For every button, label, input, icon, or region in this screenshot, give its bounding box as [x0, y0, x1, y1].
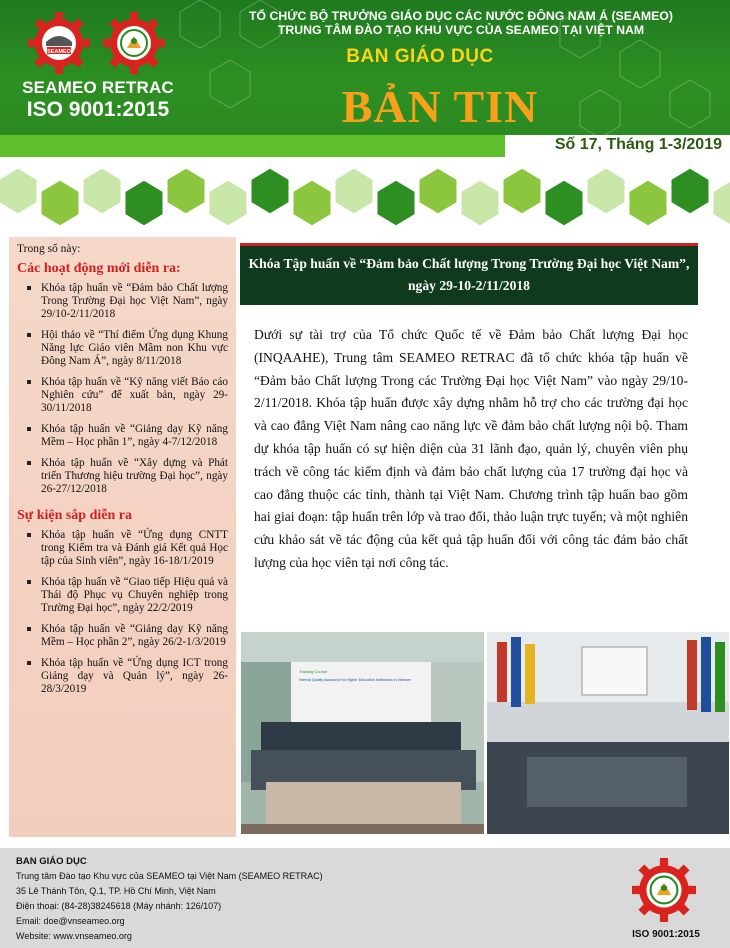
- list-item: Khóa tập huấn về “Ứng dụng CNTT trong Kiểm tra và Đánh giá Kết quả Học tập của Sinh viên”, ngày 16-18/1/2019: [27, 529, 228, 568]
- footer-address: 35 Lê Thánh Tôn, Q.1, TP. Hồ Chí Minh, Việt Nam: [16, 886, 216, 896]
- footer: [0, 848, 730, 948]
- retrac-gear-logo-icon: [632, 858, 696, 922]
- newsletter-title: BẢN TIN: [341, 81, 539, 132]
- list-item: Khóa tập huấn về “Ứng dụng ICT trong Giảng dạy và Quản lý”, ngày 26-28/3/2019: [27, 657, 228, 696]
- issue-bar-accent: [0, 135, 505, 157]
- org-name-line2: TRUNG TÂM ĐÀO TẠO KHU VỰC CỦA SEAMEO TẠI VIỆT NAM: [277, 23, 645, 37]
- list-item: Khóa tập huấn về “Kỹ năng viết Báo cáo Nghiên cứu” để xuất bản, ngày 29-30/11/2018: [27, 376, 228, 415]
- department-title: BAN GIÁO DỤC: [346, 46, 494, 67]
- article-title: Khóa Tập huấn về “Đảm bảo Chất lượng Trong Trường Đại học Việt Nam”, ngày 29-10-2/11/2018: [240, 243, 698, 305]
- brand-name: SEAMEO RETRAC: [22, 78, 174, 97]
- footer-organization: Trung tâm Đào tạo Khu vực của SEAMEO tại Việt Nam (SEAMEO RETRAC): [16, 871, 323, 881]
- group-photo: [241, 632, 484, 834]
- list-item: Hội thảo về “Thí điểm Ứng dụng Khung Năng lực Giáo viên Mầm non Khu vực Đông Nam Á”, ngày 8/11/2018: [27, 329, 228, 368]
- toc-heading-upcoming: Sự kiện sắp diễn ra: [17, 508, 132, 523]
- svg-text:Internal Quality Assurance for: Internal Quality Assurance for Higher Education Institutions in Vietnam: [299, 678, 411, 682]
- iso-certification: ISO 9001:2015: [26, 98, 170, 121]
- svg-text:Training Course: Training Course: [299, 669, 328, 674]
- article-body: Dưới sự tài trợ của Tổ chức Quốc tế về Đảm bảo Chất lượng Đại học (INQAAHE), Trung tâm SEAMEO RETRAC đã tổ chức khóa tập huấn về “Đảm bảo Chất lượng Trong các Trường Đại học Việt Nam” vào ngày 29/10-2/11/2018. Khóa tập huấn được xây dựng nhằm hỗ trợ cho các trường đại học và cao đẳng Việt Nam nâng cao năng lực về đảm bảo chất lượng nội bộ. Tham dự khóa tập huấn có sự hiện diện của 31 lãnh đạo, quản lý, chuyên viên phụ trách về công tác kiểm định và đảm bảo chất lượng của 17 trường đại học và cao đẳng thuộc các tỉnh, thành tại Việt Nam. Chương trình tập huấn bao gồm hai giai đoạn: tập huấn trên lớp và trao đổi, thảo luận trực tuyến; và một nghiên cứu khảo sát về tác động của kết quả tập huấn đối với công tác đảm bảo chất lượng của học viên tại nơi công tác.: [254, 327, 688, 570]
- masthead: [0, 0, 730, 135]
- toc-recent-list: [17, 282, 228, 496]
- footer-iso: ISO 9001:2015: [632, 929, 700, 940]
- toc-intro: Trong số này:: [17, 243, 81, 255]
- list-item: Khóa tập huấn về “Giảng dạy Kỹ năng Mềm – Học phần 1”, ngày 4-7/12/2018: [27, 423, 228, 449]
- hexagon-decoration: [0, 157, 730, 237]
- toc-heading-recent: Các hoạt động mới diễn ra:: [17, 261, 181, 276]
- footer-phone: Điện thoại: (84-28)38245618 (Máy nhánh: 126/107): [16, 901, 222, 911]
- table-of-contents: [9, 237, 236, 837]
- footer-title: BAN GIÁO DỤC: [16, 856, 87, 867]
- toc-upcoming-list: [17, 529, 228, 696]
- list-item: Khóa tập huấn về “Giảng dạy Kỹ năng Mềm – Học phần 2”, ngày 26/2-1/3/2019: [27, 623, 228, 649]
- list-item: Khóa tập huấn về “Xây dựng và Phát triển Thương hiệu trường Đại học”, ngày 26-27/12/2018: [27, 457, 228, 496]
- classroom-photo: [487, 632, 729, 834]
- list-item: Khóa tập huấn về “Giao tiếp Hiệu quả và Thái độ Phục vụ Chuyên nghiệp trong Trường Đại học”, ngày 22/2/2019: [27, 576, 228, 615]
- issue-number: Số 17, Tháng 1-3/2019: [554, 136, 722, 153]
- seameo-gear-logo-icon: [28, 12, 90, 74]
- issue-bar: [0, 135, 730, 157]
- svg-text:SEAMEO: SEAMEO: [47, 49, 71, 55]
- retrac-gear-logo-icon: [103, 12, 165, 74]
- org-name-line1: TỔ CHỨC BỘ TRƯỞNG GIÁO DỤC CÁC NƯỚC ĐÔNG NAM Á (SEAMEO): [249, 9, 673, 23]
- footer-email[interactable]: Email: doe@vnseameo.org: [16, 916, 125, 926]
- list-item: Khóa tập huấn về “Đảm bảo Chất lượng Trong Trường Đại học Việt Nam”, ngày 29/10-2/11/2018: [27, 282, 228, 321]
- footer-website[interactable]: Website: www.vnseameo.org: [16, 931, 132, 941]
